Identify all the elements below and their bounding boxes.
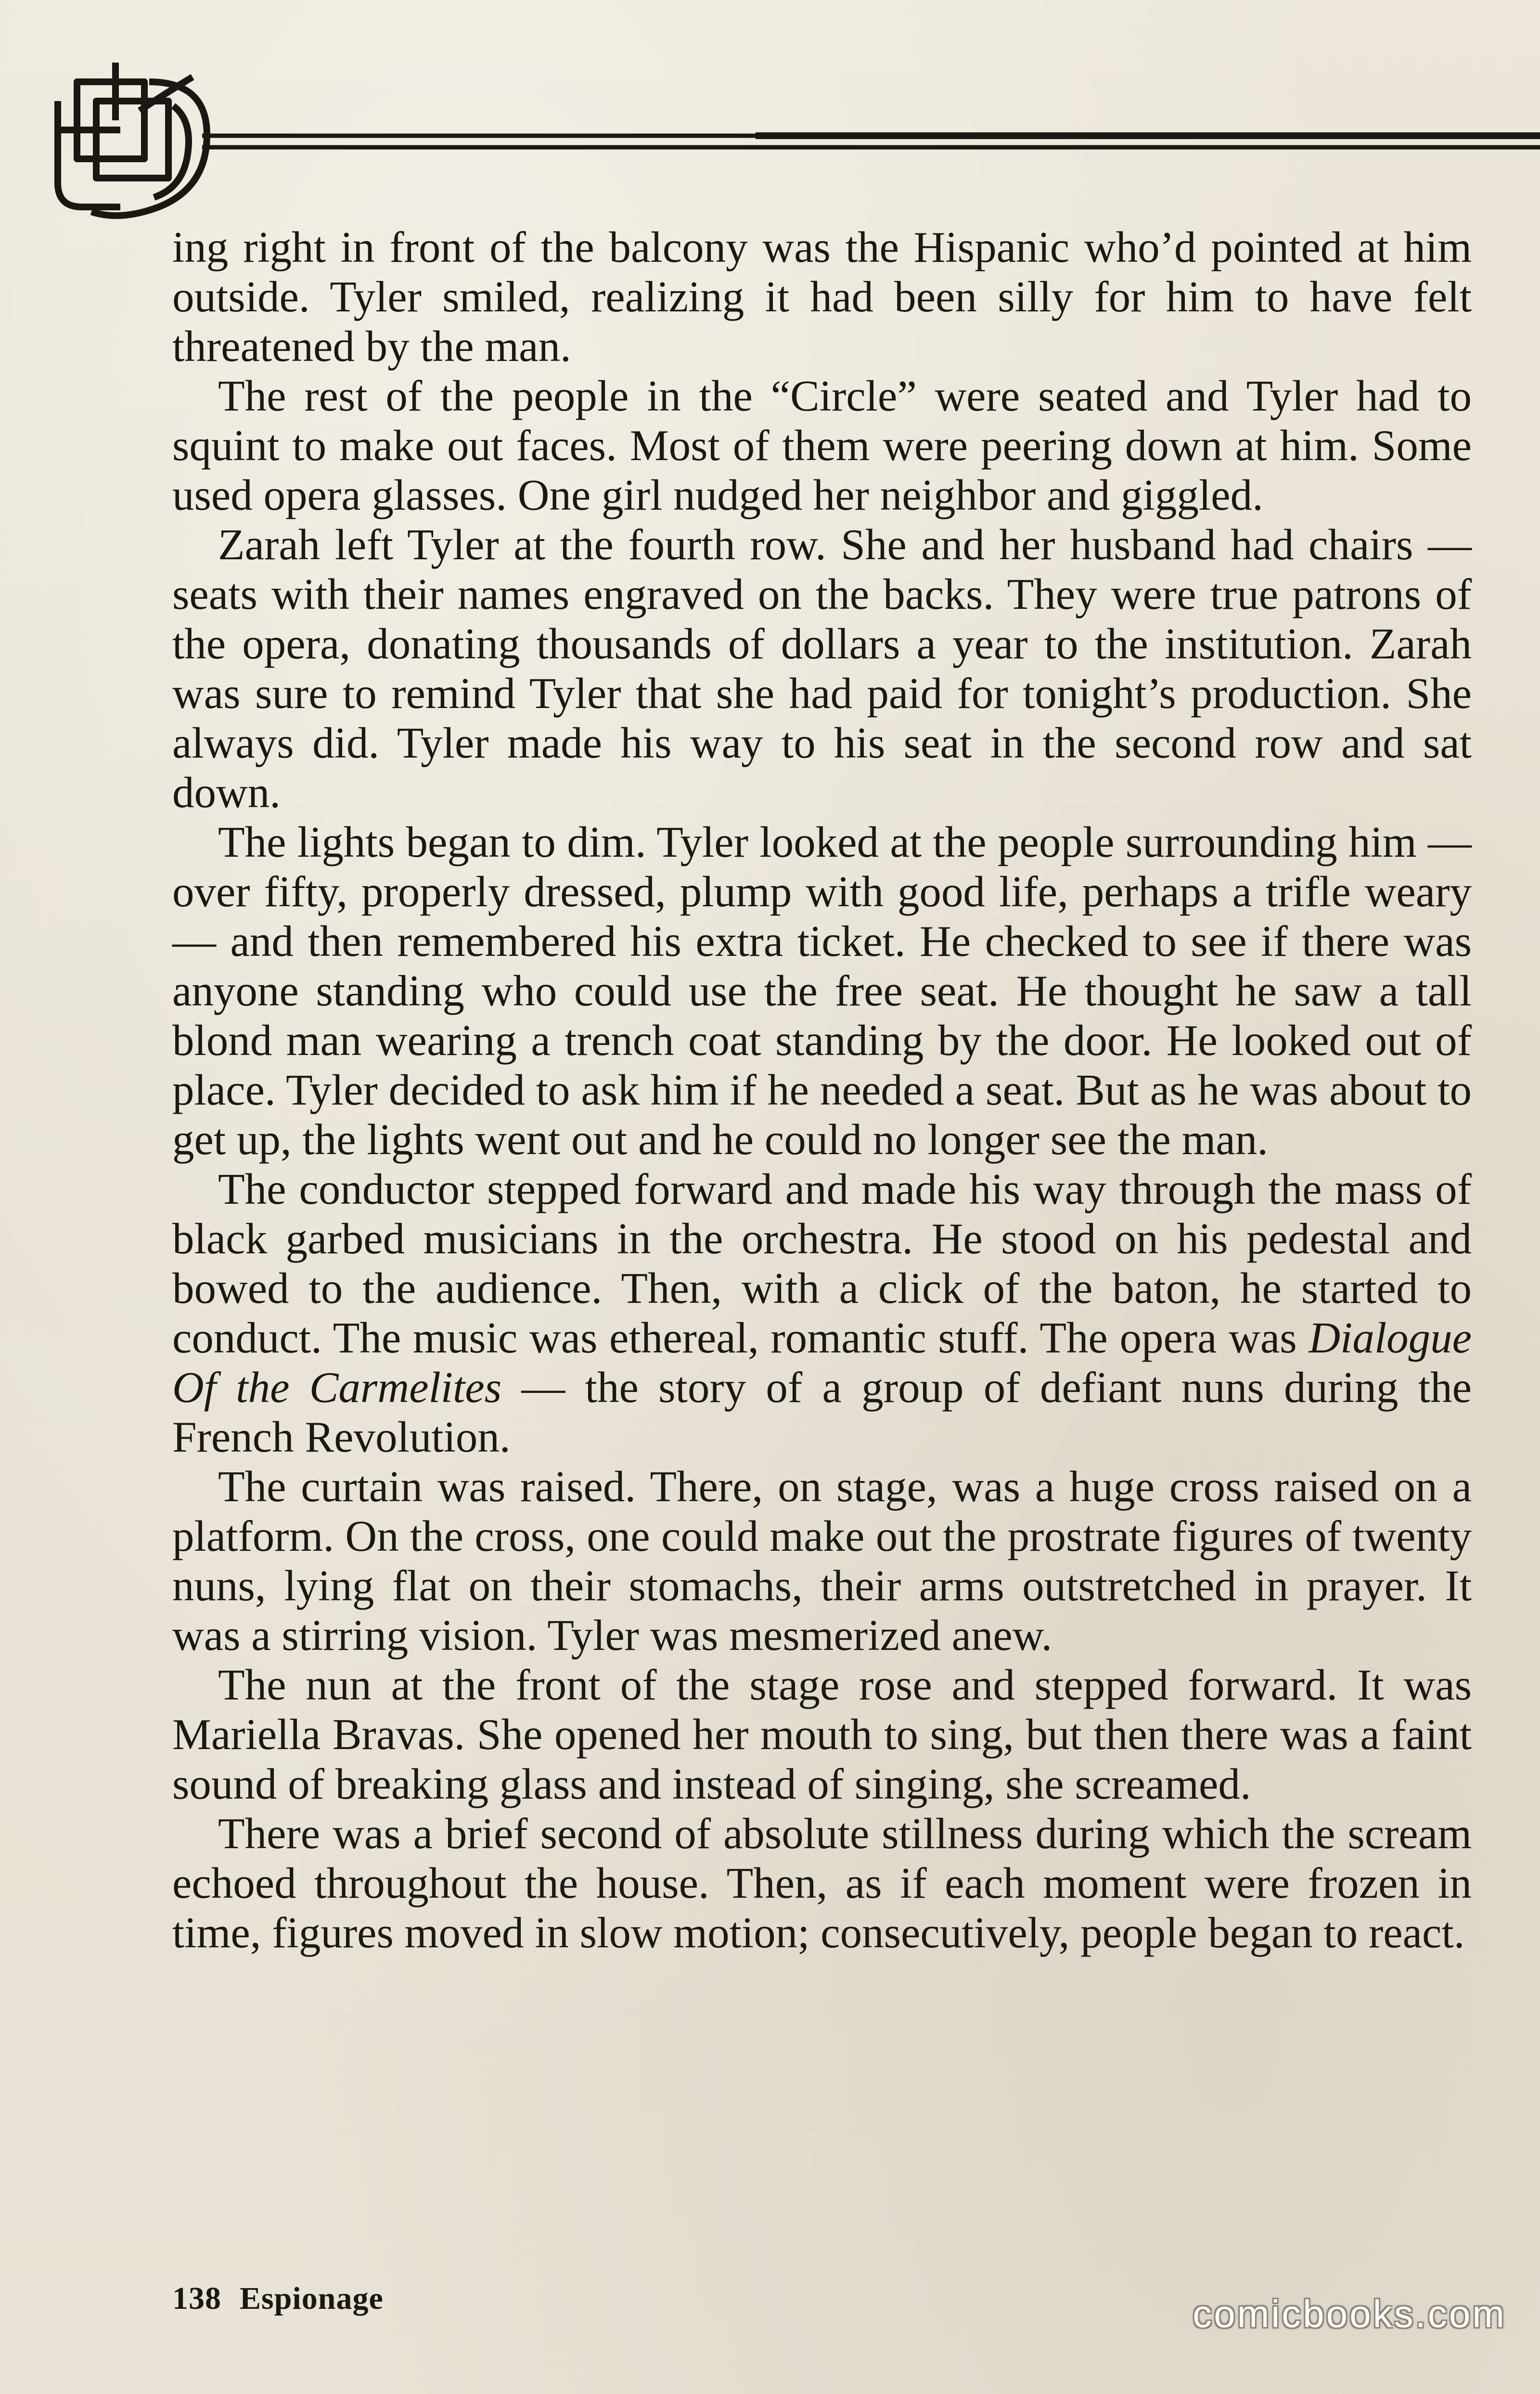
page-number: 138 [172, 2281, 221, 2316]
running-title: Espionage [240, 2281, 384, 2316]
watermark: comicbooks.com [1193, 2292, 1506, 2335]
paragraph-text: The conductor stepped forward and made his way through the mass of black garbed musicians in the orchestra. He stood on his pedestal and bowed to the audience. Then, with a click of the baton, he started to conduct. The music was ethereal, romantic stuff. The opera was [172, 1165, 1472, 1362]
paragraph: The lights began to dim. Tyler looked at the people surrounding him — over fifty, properly dressed, plump with good life, perhaps a trifle weary — and then remembered his extra ticket. He checked to see if there was anyone standing who could use the free seat. He thought he saw a tall blond man wearing a trench coat standing by the door. He looked out of place. Tyler decided to ask him if he needed a seat. But as he was about to get up, the lights went out and he could no longer see the man. [172, 818, 1472, 1164]
paragraph: The rest of the people in the “Circle” were seated and Tyler had to squint to make out faces. Most of them were peering down at him. Some used opera glasses. One girl nudged her neighbor and giggled. [172, 372, 1472, 519]
paragraph: The curtain was raised. There, on stage, was a huge cross raised on a platform. On the cross, one could make out the prostrate figures of twenty nuns, lying flat on their stomachs, their arms outstretched in prayer. It was a stirring vision. Tyler was mesmerized anew. [172, 1462, 1472, 1660]
opera-title: Dialogue Of the Carmelites [172, 1313, 1472, 1412]
paragraph: There was a brief second of absolute stillness during which the scream echoed throughout the house. Then, as if each moment were frozen in time, figures moved in slow motion; consecutively, people began to react. [172, 1809, 1472, 1957]
ornament-knot-icon [48, 63, 1540, 221]
paragraph: The nun at the front of the stage rose and stepped forward. It was Mariella Bravas. She opened her mouth to sing, but then there was a faint sound of breaking glass and instead of singing, she screamed. [172, 1660, 1472, 1808]
paragraph: Zarah left Tyler at the fourth row. She and her husband had chairs — seats with their names engraved on the backs. They were true patrons of the opera, donating thousands of dollars a year to the institution. Zarah was sure to remind Tyler that she had paid for tonight’s production. She always did. Tyler made his way to his seat in the second row and sat down. [172, 520, 1472, 817]
page-footer [172, 2280, 384, 2317]
paragraph-text: — the story of a group of defiant nuns during the French Revolution. [172, 1363, 1472, 1461]
paragraph: ing right in front of the balcony was the Hispanic who’d pointed at him outside. Tyler smiled, realizing it had been silly for him to have felt threatened by the man. [172, 223, 1472, 371]
chapter-body-text [172, 222, 1472, 1957]
page-header-rule [48, 63, 1540, 221]
paragraph [172, 1164, 1472, 1462]
